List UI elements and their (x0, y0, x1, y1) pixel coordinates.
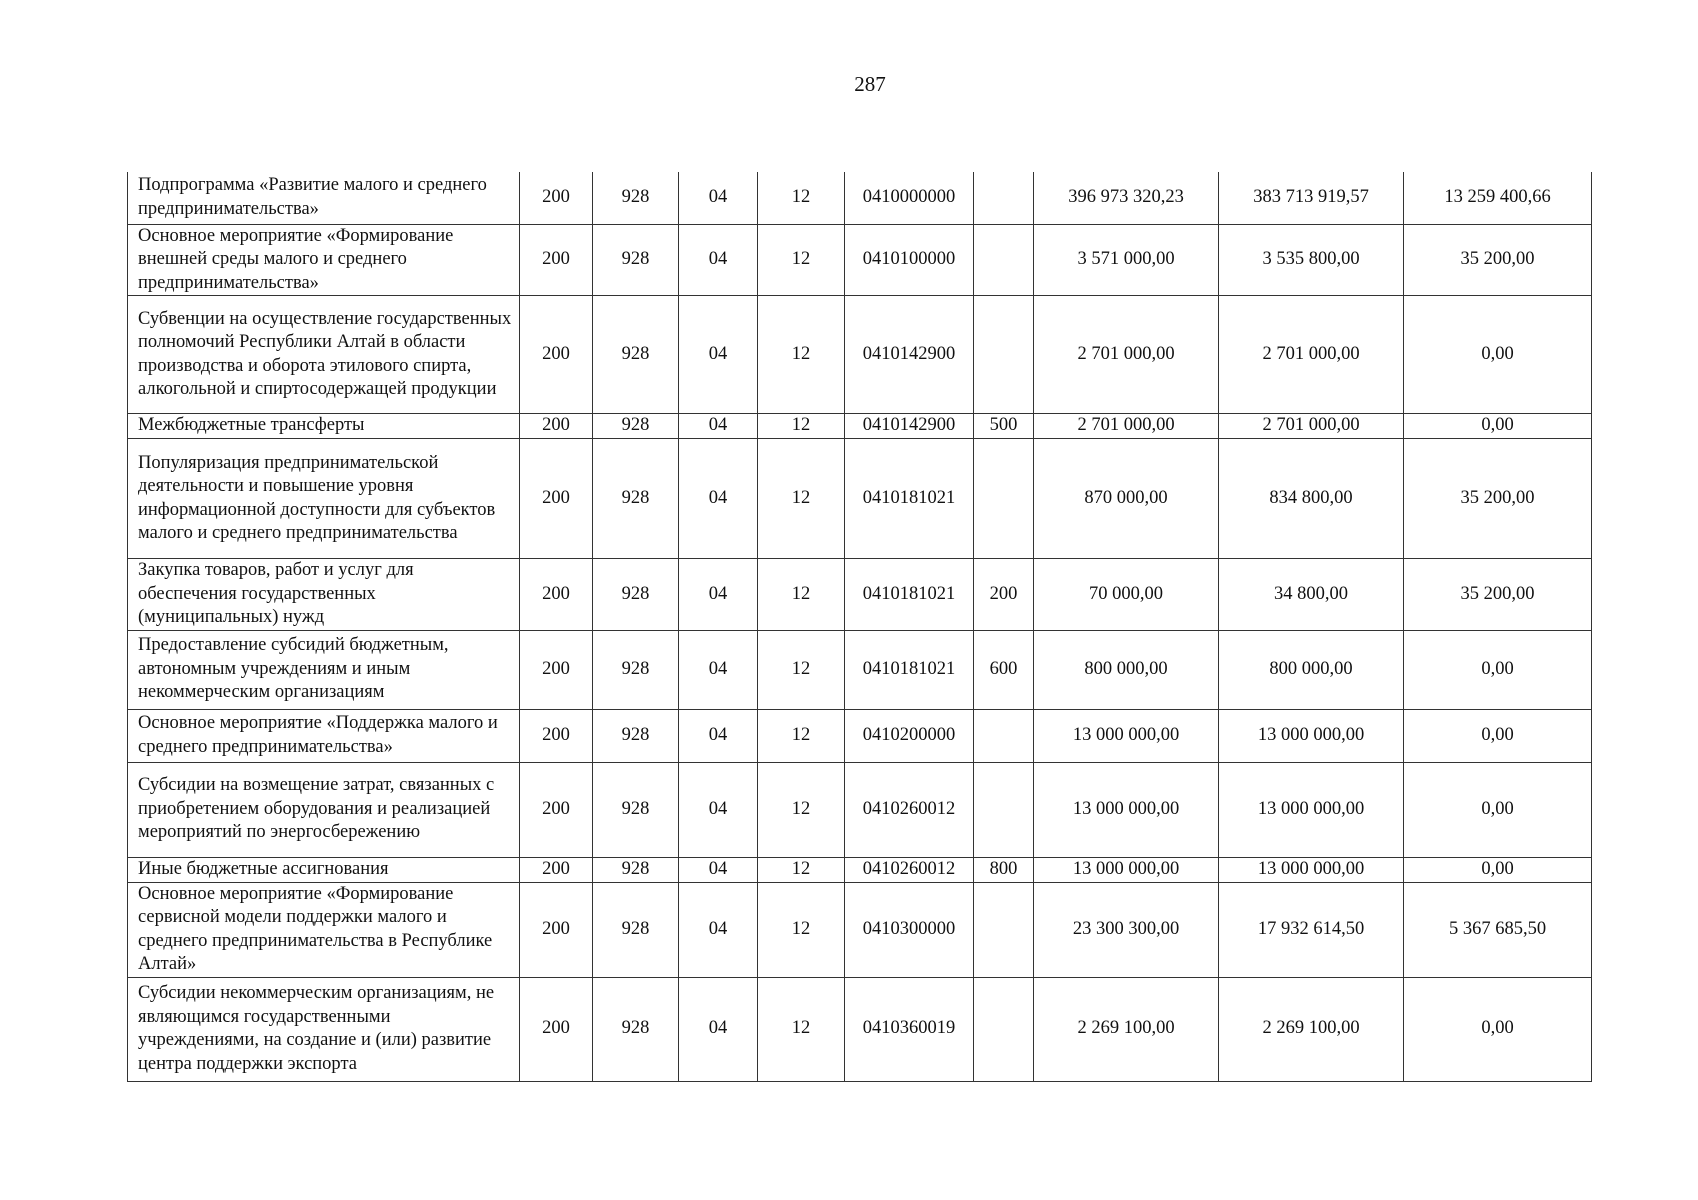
cell-code: 200 (520, 439, 593, 559)
cell-value-2: 3 535 800,00 (1219, 224, 1404, 296)
cell-section: 04 (679, 709, 758, 762)
cell-target-article: 0410181021 (845, 559, 974, 631)
cell-subsection: 12 (758, 224, 845, 296)
cell-code: 200 (520, 559, 593, 631)
cell-subsection: 12 (758, 977, 845, 1081)
cell-target-article: 0410142900 (845, 296, 974, 414)
cell-ministry: 928 (593, 559, 679, 631)
cell-code: 200 (520, 882, 593, 977)
row-name: Предоставление субсидий бюджетным, автономным учреждениям и иным некоммерческим организациям (128, 630, 520, 709)
cell-value-2: 800 000,00 (1219, 630, 1404, 709)
row-name: Основное мероприятие «Формирование сервисной модели поддержки малого и среднего предпринимательства в Республике Алтай» (128, 882, 520, 977)
cell-value-3: 0,00 (1404, 762, 1592, 857)
cell-value-3: 0,00 (1404, 414, 1592, 439)
cell-section: 04 (679, 857, 758, 882)
cell-value-3: 5 367 685,50 (1404, 882, 1592, 977)
cell-ministry: 928 (593, 172, 679, 224)
row-name: Субвенции на осуществление государственных полномочий Республики Алтай в области производства и оборота этилового спирта, алкогольной и спиртосодержащей продукции (128, 296, 520, 414)
cell-subsection: 12 (758, 709, 845, 762)
table-row (128, 630, 1592, 709)
cell-value-2: 13 000 000,00 (1219, 857, 1404, 882)
cell-section: 04 (679, 414, 758, 439)
cell-code: 200 (520, 762, 593, 857)
cell-value-1: 800 000,00 (1034, 630, 1219, 709)
cell-value-2: 17 932 614,50 (1219, 882, 1404, 977)
cell-code: 200 (520, 172, 593, 224)
cell-ministry: 928 (593, 762, 679, 857)
row-name: Подпрограмма «Развитие малого и среднего предпринимательства» (128, 172, 520, 224)
cell-value-2: 13 000 000,00 (1219, 709, 1404, 762)
cell-expense-type: 600 (974, 630, 1034, 709)
cell-section: 04 (679, 172, 758, 224)
table-row (128, 439, 1592, 559)
cell-subsection: 12 (758, 439, 845, 559)
row-name: Иные бюджетные ассигнования (128, 857, 520, 882)
cell-subsection: 12 (758, 559, 845, 631)
cell-target-article: 0410142900 (845, 414, 974, 439)
cell-target-article: 0410300000 (845, 882, 974, 977)
cell-value-2: 2 269 100,00 (1219, 977, 1404, 1081)
cell-value-2: 2 701 000,00 (1219, 414, 1404, 439)
cell-value-1: 13 000 000,00 (1034, 709, 1219, 762)
cell-value-1: 2 701 000,00 (1034, 296, 1219, 414)
cell-value-2: 834 800,00 (1219, 439, 1404, 559)
cell-expense-type (974, 439, 1034, 559)
cell-expense-type: 500 (974, 414, 1034, 439)
cell-expense-type (974, 224, 1034, 296)
cell-value-1: 3 571 000,00 (1034, 224, 1219, 296)
cell-value-1: 13 000 000,00 (1034, 857, 1219, 882)
page-number: 287 (854, 72, 886, 96)
cell-code: 200 (520, 630, 593, 709)
cell-section: 04 (679, 977, 758, 1081)
cell-value-3: 0,00 (1404, 709, 1592, 762)
cell-ministry: 928 (593, 882, 679, 977)
cell-target-article: 0410260012 (845, 762, 974, 857)
cell-value-1: 870 000,00 (1034, 439, 1219, 559)
cell-value-3: 0,00 (1404, 977, 1592, 1081)
cell-subsection: 12 (758, 762, 845, 857)
table-row (128, 296, 1592, 414)
row-name: Субсидии на возмещение затрат, связанных с приобретением оборудования и реализацией мероприятий по энергосбережению (128, 762, 520, 857)
cell-ministry: 928 (593, 857, 679, 882)
table-row (128, 559, 1592, 631)
cell-subsection: 12 (758, 630, 845, 709)
cell-value-3: 35 200,00 (1404, 439, 1592, 559)
cell-ministry: 928 (593, 224, 679, 296)
cell-expense-type: 800 (974, 857, 1034, 882)
row-name: Основное мероприятие «Формирование внешней среды малого и среднего предпринимательства» (128, 224, 520, 296)
cell-value-1: 396 973 320,23 (1034, 172, 1219, 224)
cell-expense-type (974, 977, 1034, 1081)
table-row (128, 224, 1592, 296)
cell-value-1: 70 000,00 (1034, 559, 1219, 631)
cell-value-1: 13 000 000,00 (1034, 762, 1219, 857)
cell-value-2: 2 701 000,00 (1219, 296, 1404, 414)
cell-subsection: 12 (758, 414, 845, 439)
cell-code: 200 (520, 709, 593, 762)
cell-value-3: 13 259 400,66 (1404, 172, 1592, 224)
cell-code: 200 (520, 977, 593, 1081)
table-row (128, 414, 1592, 439)
cell-expense-type (974, 882, 1034, 977)
cell-code: 200 (520, 414, 593, 439)
cell-ministry: 928 (593, 439, 679, 559)
cell-code: 200 (520, 857, 593, 882)
table-row (128, 857, 1592, 882)
cell-target-article: 0410260012 (845, 857, 974, 882)
cell-expense-type (974, 172, 1034, 224)
cell-expense-type (974, 762, 1034, 857)
cell-section: 04 (679, 630, 758, 709)
cell-expense-type: 200 (974, 559, 1034, 631)
cell-code: 200 (520, 224, 593, 296)
cell-value-1: 2 269 100,00 (1034, 977, 1219, 1081)
cell-value-2: 13 000 000,00 (1219, 762, 1404, 857)
cell-expense-type (974, 709, 1034, 762)
row-name: Популяризация предпринимательской деятельности и повышение уровня информационной доступности для субъектов малого и среднего предпринимательства (128, 439, 520, 559)
row-name: Межбюджетные трансферты (128, 414, 520, 439)
cell-subsection: 12 (758, 172, 845, 224)
row-name: Основное мероприятие «Поддержка малого и среднего предпринимательства» (128, 709, 520, 762)
cell-target-article: 0410100000 (845, 224, 974, 296)
table-row (128, 977, 1592, 1081)
table-row (128, 882, 1592, 977)
row-name: Закупка товаров, работ и услуг для обеспечения государственных (муниципальных) нужд (128, 559, 520, 631)
row-name: Субсидии некоммерческим организациям, не являющимся государственными учреждениями, на создание и (или) развитие центра поддержки экспорта (128, 977, 520, 1081)
cell-subsection: 12 (758, 882, 845, 977)
table-row (128, 762, 1592, 857)
budget-table (127, 172, 1592, 1082)
cell-target-article: 0410360019 (845, 977, 974, 1081)
cell-section: 04 (679, 882, 758, 977)
cell-subsection: 12 (758, 296, 845, 414)
cell-value-3: 0,00 (1404, 857, 1592, 882)
cell-value-2: 383 713 919,57 (1219, 172, 1404, 224)
cell-value-1: 23 300 300,00 (1034, 882, 1219, 977)
cell-value-1: 2 701 000,00 (1034, 414, 1219, 439)
cell-expense-type (974, 296, 1034, 414)
cell-value-3: 35 200,00 (1404, 559, 1592, 631)
cell-ministry: 928 (593, 977, 679, 1081)
cell-target-article: 0410200000 (845, 709, 974, 762)
cell-ministry: 928 (593, 296, 679, 414)
cell-section: 04 (679, 224, 758, 296)
table-row (128, 709, 1592, 762)
cell-section: 04 (679, 296, 758, 414)
cell-ministry: 928 (593, 414, 679, 439)
cell-ministry: 928 (593, 630, 679, 709)
cell-value-3: 35 200,00 (1404, 224, 1592, 296)
cell-value-2: 34 800,00 (1219, 559, 1404, 631)
cell-section: 04 (679, 559, 758, 631)
cell-target-article: 0410181021 (845, 439, 974, 559)
cell-subsection: 12 (758, 857, 845, 882)
cell-value-3: 0,00 (1404, 630, 1592, 709)
cell-ministry: 928 (593, 709, 679, 762)
cell-target-article: 0410181021 (845, 630, 974, 709)
cell-code: 200 (520, 296, 593, 414)
cell-section: 04 (679, 439, 758, 559)
table-row (128, 172, 1592, 224)
cell-section: 04 (679, 762, 758, 857)
cell-target-article: 0410000000 (845, 172, 974, 224)
cell-value-3: 0,00 (1404, 296, 1592, 414)
